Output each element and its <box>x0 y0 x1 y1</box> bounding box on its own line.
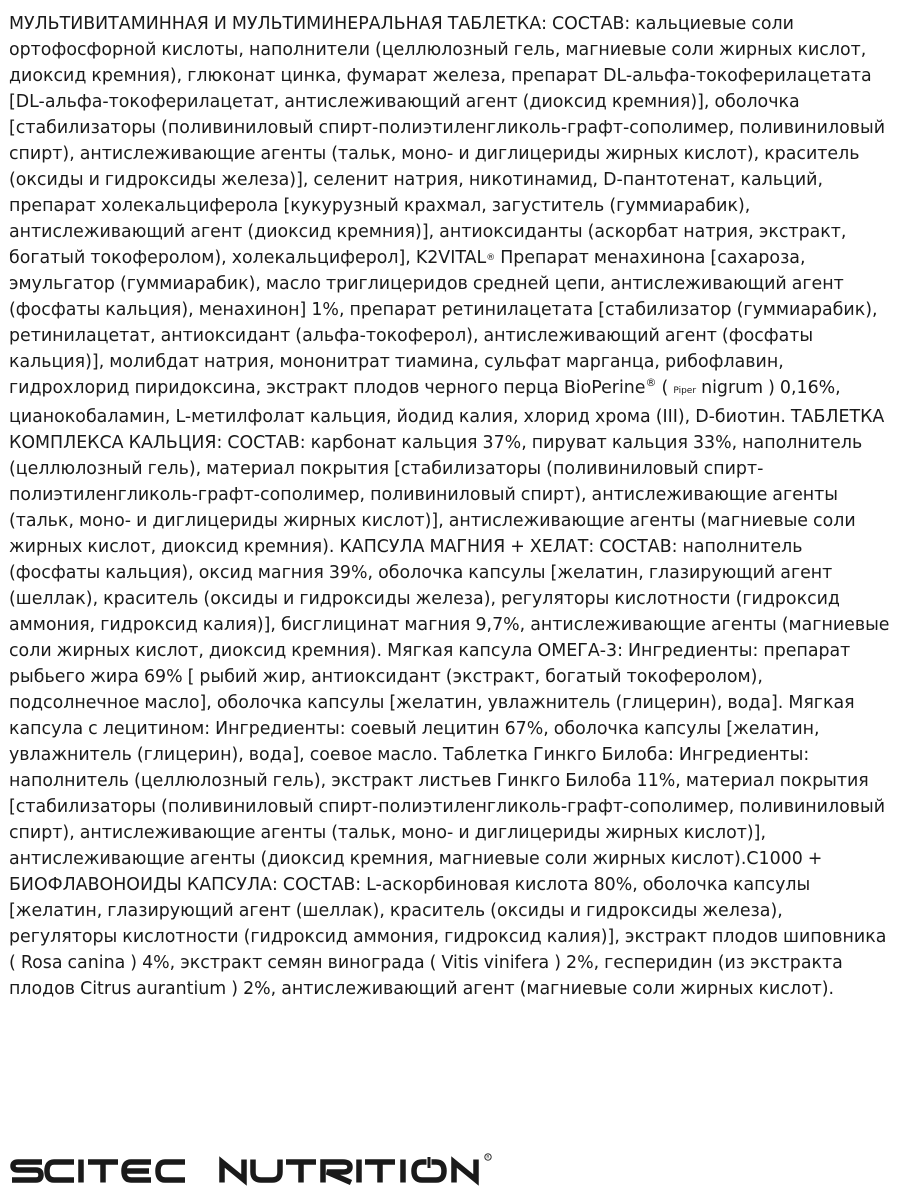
ingredients-text <box>9 11 893 1002</box>
scitec-nutrition-logo <box>10 1150 510 1190</box>
k2vital-registered-mark: ® <box>486 253 496 263</box>
ingredients-part-4: nigrum ) 0,16%, цианокобаламин, L-метилфолат кальция, йодид калия, хлорид хрома (III), D-биотин. ТАБЛЕТКА КОМПЛЕКСА КАЛЬЦИЯ: СОСТАВ: карбонат кальция 37%, пируват кальция 33%, наполнитель (целлюлозный гель), материал покрытия [стабилизаторы (поливиниловый спирт-полиэтиленгликоль-графт-сополимер, поливиниловый спирт), антислеживающие агенты (тальк, моно- и диглицериды жирных кислот)], антислеживающие агенты (магниевые соли жирных кислот, диоксид кремния). КАПСУЛА МАГНИЯ + ХЕЛАТ: СОСТАВ: наполнитель (фосфаты кальция), оксид магния 39%, оболочка капсулы [желатин, глазирующий агент (шеллак), краситель (оксиды и гидроксиды железа), регуляторы кислотности (гидроксид аммония, гидроксид калия)], бисглицинат магния 9,7%, антислеживающие агенты (магниевые соли жирных кислот, диоксид кремния). Мягкая капсула ОМЕГА-3: Ингредиенты: препарат рыбьего жира 69% [ рыбий жир, антиоксидант (экстракт, богатый токоферолом), подсолнечное масло], оболочка капсулы [желатин, увлажнитель (глицерин), вода]. Мягкая капсула с лецитином: Ингредиенты: соевый лецитин 67%, оболочка капсулы [желатин, увлажнитель (глицерин), вода], соевое масло. Таблетка Гинкго Билоба: Ингредиенты: наполнитель (целлюлозный гель), экстракт листьев Гинкго Билоба 11%, материал покрытия [стабилизаторы (поливиниловый спирт-полиэтиленгликоль-графт-сополимер, поливиниловый спирт), антислеживающие агенты (тальк, моно- и диглицериды жирных кислот)], антислеживающие агенты (диоксид кремния, магниевые соли жирных кислот).C1000 + БИОФЛАВОНОИДЫ КАПСУЛА: СОСТАВ: L-аскорбиновая кислота 80%, оболочка капсулы [желатин, глазирующий агент (шеллак), краситель (оксиды и гидроксиды железа), регуляторы кислотности (гидроксид аммония, гидроксид калия)], экстракт плодов шиповника ( Rosa canina ) 4%, экстракт семян винограда ( Vitis vinifera ) 2%, гесперидин (из экстракта плодов Citrus aurantium ) 2%, антислеживающий агент (магниевые соли жирных кислот). <box>9 378 890 999</box>
ingredients-part-3: ( <box>656 378 674 398</box>
ingredients-part-2: Препарат менахинона [сахароза, эмульгатор (гуммиарабик), масло триглицеридов средней цепи, антислеживающий агент (фосфаты кальция), менахинон] 1%, препарат ретинилацетата [стабилизатор (гуммиарабик), ретинилацетат, антиоксидант (альфа-токоферол), антислеживающий агент (фосфаты кальция)], молибдат натрия, мононитрат тиамина, сульфат марганца, рибофлавин, гидрохлорид пиридоксина, экстракт плодов черного перца BioPerine <box>9 248 878 398</box>
piper-label: Piper <box>673 386 697 396</box>
svg-text:R: R <box>486 1155 490 1161</box>
bioperine-registered-mark: ® <box>645 376 657 390</box>
ingredients-part-1: МУЛЬТИВИТАМИННАЯ И МУЛЬТИМИНЕРАЛЬНАЯ ТАБЛЕТКА: СОСТАВ: кальциевые соли ортофосфорной кислоты, наполнители (целлюлозный гель, магниевые соли жирных кислот, диоксид кремния), глюконат цинка, фумарат железа, препарат DL-альфа-токоферилацетата [DL-альфа-токоферилацетат, антислеживающий агент (диоксид кремния)], оболочка [стабилизаторы (поливиниловый спирт-полиэтиленгликоль-графт-сополимер, поливиниловый спирт), антислеживающие агенты (тальк, моно- и диглицериды жирных кислот), краситель (оксиды и гидроксиды железа)], селенит натрия, никотинамид, D-пантотенат, кальций, препарат холекальциферола [кукурузный крахмал, загуститель (гуммиарабик), антислеживающий агент (диоксид кремния)], антиоксиданты (аскорбат натрия, экстракт, богатый токоферолом), холекальциферол], K2VITAL <box>9 14 885 268</box>
